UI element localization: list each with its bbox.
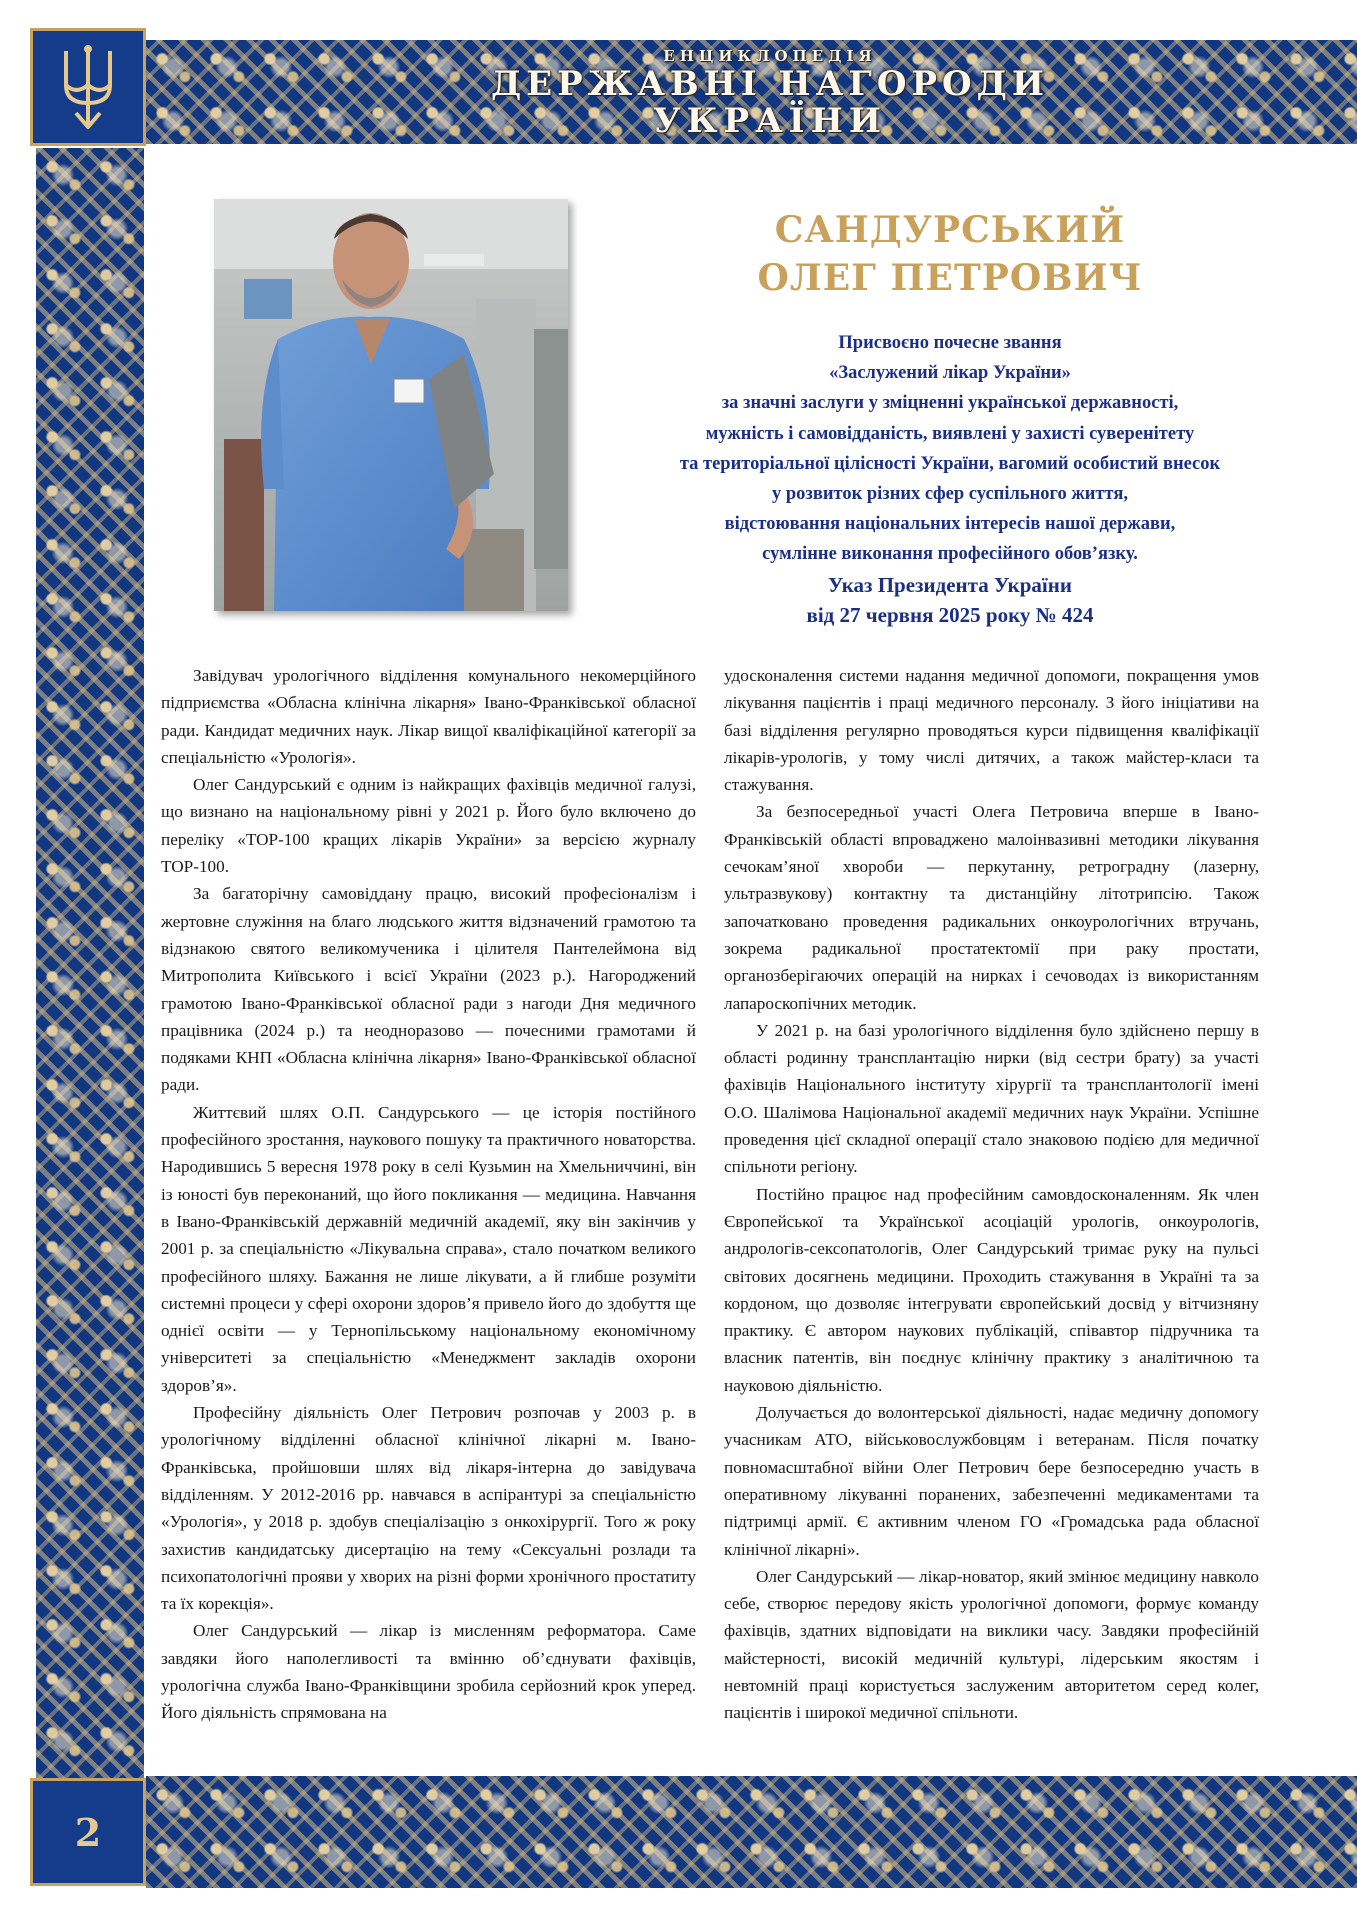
person-given-names: ОЛЕГ ПЕТРОВИЧ: [757, 257, 1143, 299]
trident-icon: [56, 41, 120, 133]
decree-title: Указ Президента України: [828, 572, 1072, 597]
title-line-1: ЕНЦИКЛОПЕДІЯ: [663, 47, 877, 65]
award-line: Присвоєно почесне звання: [838, 333, 1062, 353]
encyclopedia-title: [470, 46, 1070, 142]
article-paragraph: За безпосередньої участі Олега Петровича вперше в Івано-Франківській області впроваджено малоінвазивні методики лікування сечокам’яної хвороби — перкутанну, ретроградну (лазерну, ультразвукову) контактну та дистанційну літотрипсію. Також започатковано проведення радикальних онкоурологічних втручань, зокрема радикальної простатектомії при раку простати, органозберігаючих операцій на нирках і сечоводах із використанням лапароскопічних методик.: [724, 802, 1259, 1013]
award-line: у розвиток різних сфер суспільного життя,: [771, 484, 1128, 505]
title-line-2: ДЕРЖАВНІ НАГОРОДИ: [490, 64, 1050, 104]
award-line: мужність і самовідданість, виявлені у захисті суверенітету: [705, 423, 1195, 444]
page-number-panel: [30, 1778, 146, 1886]
article-paragraph: Постійно працює над професійним самовдосконаленням. Як член Європейської та Української асоціацій урологів, онкоурологів, андрологів-сексопатологів, Олег Сандурський тримає руку на пульсі світових досягнень медицини. Проходить стажування в Україні та за кордоном, що дозволяє інтегрувати європейський досвід у вітчизняну практику. Є автором наукових публікацій, співавтор підручника та власник патентів, він поєднує клінічну практику з аналітичною та науковою діяльністю.: [724, 1184, 1259, 1395]
article-paragraph: Долучається до волонтерської діяльності, надає медичну допомогу учасникам АТО, військовослужбовцям і ветеранам. Після початку повномасштабної війни Олег Петрович бере безпосередню участь в оперативному лікуванні поранених, забезпеченні медикаментами та підтримці армії. Є активним членом ГО «Громадська рада обласної клінічної лікарні».: [724, 1403, 1259, 1559]
article-paragraph: Життєвий шлях О.П. Сандурського — це історія постійного професійного зростання, наукового пошуку та практичного новаторства. Народившись 5 вересня 1978 року в селі Кузьмин на Хмельниччині, він із юності був переконаний, що його покликання — медицина. Навчання в Івано-Франківській державній медичній академії, яку він закінчив у 2001 р. за спеціальністю «Лікувальна справа», стало початком великого професійного шляху. Бажання не лише лікувати, а й глибше розуміти системні процеси у сфері охорони здоров’я привело його до здобуття ще однієї освіти — у Тернопільському національному економічному університеті за спеціальністю «Менеджмент закладів охорони здоров’я».: [161, 1102, 696, 1395]
award-title: «Заслужений лікар України»: [829, 363, 1071, 384]
person-name: [640, 206, 1260, 302]
article-paragraph: Професійну діяльність Олег Петрович розпочав у 2003 р. в урологічному відділенні обласної клінічної лікарні м. Івано-Франківська, пройшовши шлях від лікаря-інтерна до завідувача відділенням. У 2012-2016 рр. навчався в аспірантурі за спеціальністю «Урологія», у 2018 р. здобув спеціалізацію з онкохірургії. Того ж року захистив кандидатську дисертацію на тему «Сексуальні розлади та психопатологічні прояви у хворих на різні форми хронічного простатиту та їх корекція».: [161, 1403, 696, 1614]
portrait-photo: [214, 199, 568, 611]
portrait-illustration: [214, 199, 568, 611]
article-paragraph: Олег Сандурський є одним із найкращих фахівців медичної галузі, що визнано на національному рівні у 2021 р. Його було включено до переліку «ТОР-100 кращих лікарів України» за версією журналу ТОР-100.: [161, 775, 696, 877]
decree-date: від 27 червня 2025 року № 424: [806, 602, 1094, 627]
title-line-3: УКРАЇНИ: [653, 101, 887, 141]
article-paragraph: Олег Сандурський — лікар із мисленням реформатора. Саме завдяки його наполегливості та вмінню об’єднувати фахівців, урологічна служба Івано-Франківщини зробила серйозний крок уперед. Його діяльність спрямована на: [161, 1621, 696, 1723]
ornament-left-border: [36, 148, 144, 1778]
page-number: 2: [74, 1809, 102, 1855]
article-paragraph: За багаторічну самовіддану працю, високий професіоналізм і жертовне служіння на благо людського життя відзначений грамотою та відзнакою святого великомученика і цілителя Пантелеймона від Митрополита Київського і всієї України (2023 р.). Нагороджений грамотою Івано-Франківської обласної ради з нагоди Дня медичного працівника (2024 р.) та неодноразово — почесними грамотами й подяками КНП «Обласна клінічна лікарня» Івано-Франківської обласної ради.: [161, 884, 696, 1095]
article-column-right: [724, 662, 1259, 1727]
award-line: відстоювання національних інтересів нашої держави,: [724, 514, 1176, 535]
article-paragraph: удосконалення системи надання медичної допомоги, покращення умов лікування пацієнтів і праці медичного персоналу. З його ініціативи на базі відділення регулярно проводяться курси підвищення кваліфікації лікарів-урологів, у тому числі дитячих, а також майстер-класи та стажування.: [724, 666, 1259, 795]
article-paragraph: У 2021 р. на базі урологічного відділення було здійснено першу в області родинну трансплантацію нирки (від сестри брату) за участі фахівців Національного інституту хірургії та трансплантології імені О.О. Шалімова Національної академії медичних наук України. Успішне проведення цієї складної операції стало знаковою подією для медичної спільноти регіону.: [724, 1020, 1259, 1177]
article-paragraph: Олег Сандурський — лікар-новатор, який змінює медицину навколо себе, створює передову якість урологічної допомоги, формує команду фахівців, здатних відповідати на виклики часу. Завдяки професійній майстерності, високій медичній культурі, лідерським якостям і невтомній праці користується заслуженим авторитетом серед колег, пацієнтів і широкої медичної спільноти.: [724, 1566, 1259, 1723]
award-line: сумлінне виконання професійного обов’язку.: [762, 544, 1138, 565]
article-paragraph: Завідувач урологічного відділення комунального некомерційного підприємства «Обласна клінічна лікарня» Івано-Франківської обласної ради. Кандидат медичних наук. Лікар вищої кваліфікаційної категорії за спеціальністю «Урологія».: [161, 666, 696, 767]
person-surname: САНДУРСЬКИЙ: [774, 209, 1126, 251]
award-line: за значні заслуги у зміцненні української державності,: [721, 393, 1179, 414]
article-column-left: [161, 662, 696, 1727]
award-statement: [600, 328, 1300, 630]
emblem-panel: [30, 28, 146, 146]
ornament-bottom-border: [146, 1776, 1357, 1888]
award-line: та територіальної цілісності України, вагомий особистий внесок: [679, 453, 1221, 474]
